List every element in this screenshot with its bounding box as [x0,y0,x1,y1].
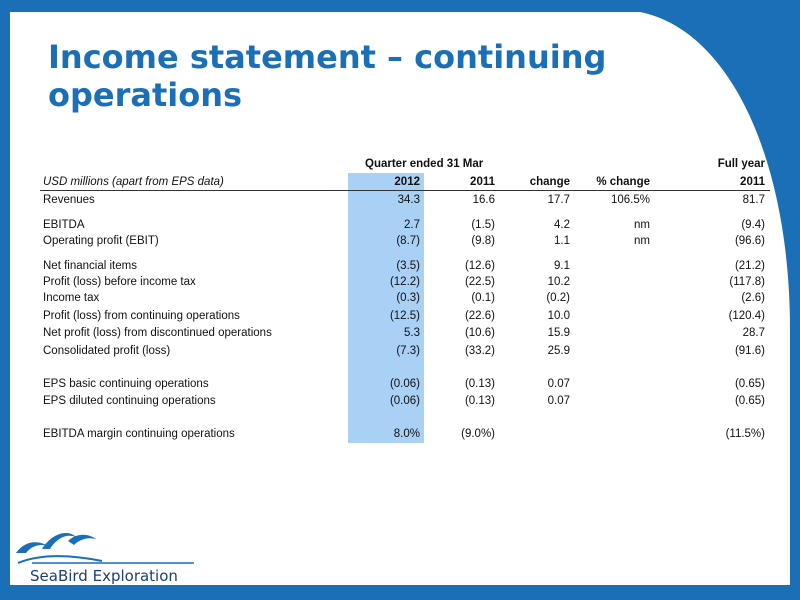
cell-value: (0.06) [389,395,420,407]
table-row [40,309,770,324]
cell-value: 81.7 [742,194,765,206]
cell-value: (0.2) [546,292,570,304]
cell-value: (9.8) [471,235,495,247]
cell-value: (0.3) [396,292,420,304]
column-header-row [40,175,770,190]
cell-value: (9.4) [741,219,765,231]
table-row [40,193,770,208]
col-header-change: change [529,176,570,188]
cell-value: (7.3) [396,345,420,357]
cell-value: 10.2 [547,276,570,288]
cell-value: (120.4) [728,310,765,322]
cell-value: 17.7 [547,194,570,206]
cell-value: 4.2 [554,219,570,231]
cell-value: 16.6 [472,194,495,206]
row-label: Profit (loss) from continuing operations [43,310,240,322]
cell-value: (0.1) [471,292,495,304]
cell-value: (12.6) [464,260,495,272]
cell-value: (0.65) [734,395,765,407]
cell-value: 28.7 [742,327,765,339]
logo-text: SeaBird Exploration [30,567,178,585]
cell-value: 10.0 [547,310,570,322]
cell-value: (11.5%) [725,428,765,440]
row-label: Consolidated profit (loss) [43,345,171,357]
cell-value: (2.6) [741,292,765,304]
cell-value: (0.65) [734,378,765,390]
table-row [40,218,770,233]
row-label: Profit (loss) before income tax [43,276,196,288]
cell-value: (1.5) [471,219,495,231]
table-row [40,234,770,249]
cell-value: (3.5) [396,260,420,272]
col-header-2012: 2012 [394,176,420,188]
table-row [40,394,770,409]
cell-value: nm [634,219,650,231]
cell-value: 5.3 [404,327,420,339]
cell-value: 8.0% [393,428,420,440]
cell-value: (21.2) [734,260,765,272]
table-row [40,275,770,290]
cell-value: 0.07 [547,378,570,390]
cell-value: (117.8) [729,276,765,288]
cell-value: 34.3 [397,194,420,206]
row-label: EBITDA [43,219,85,231]
row-label: Operating profit (EBIT) [43,235,159,247]
col-header-full-year-2011: 2011 [740,176,765,188]
row-label: EPS diluted continuing operations [43,395,216,407]
cell-value: (0.13) [464,395,495,407]
row-label: EPS basic continuing operations [43,378,209,390]
cell-value: (33.2) [464,345,495,357]
cell-value: (22.6) [464,310,495,322]
cell-value: (0.06) [389,378,420,390]
cell-value: (91.6) [734,345,765,357]
units-label: USD millions (apart from EPS data) [43,176,224,188]
table-row [40,427,770,442]
cell-value: (12.2) [389,276,420,288]
cell-value: nm [634,235,650,247]
cell-value: 9.1 [554,260,570,272]
row-label: Net financial items [43,260,137,272]
cell-value: (0.13) [464,378,495,390]
cell-value: 1.1 [554,235,570,247]
cell-value: (96.6) [734,235,765,247]
table-row [40,259,770,274]
cell-value: 0.07 [547,395,570,407]
header-divider [40,190,770,191]
row-label: EBITDA margin continuing operations [43,428,235,440]
cell-value: (10.6) [464,327,495,339]
slide-title: Income statement – continuing operations [48,38,607,114]
header-quarter-ended: Quarter ended 31 Mar [365,158,484,170]
table-row [40,377,770,392]
row-label: Net profit (loss) from discontinued operations [43,327,272,339]
cell-value: 25.9 [547,345,570,357]
cell-value: 2.7 [404,219,420,231]
cell-value: (22.5) [464,276,495,288]
cell-value: 106.5% [610,194,650,206]
table-row [40,344,770,359]
header-full-year: Full year [717,158,765,170]
row-label: Revenues [43,194,95,206]
group-header-row [40,157,770,172]
cell-value: (8.7) [396,235,420,247]
cell-value: 15.9 [547,327,570,339]
row-label: Income tax [43,292,100,304]
col-header-2011: 2011 [470,176,495,188]
table-row [40,291,770,306]
col-header-pct-change: % change [596,176,650,188]
cell-value: (12.5) [389,310,420,322]
table-row [40,326,770,341]
cell-value: (9.0%) [461,428,495,440]
